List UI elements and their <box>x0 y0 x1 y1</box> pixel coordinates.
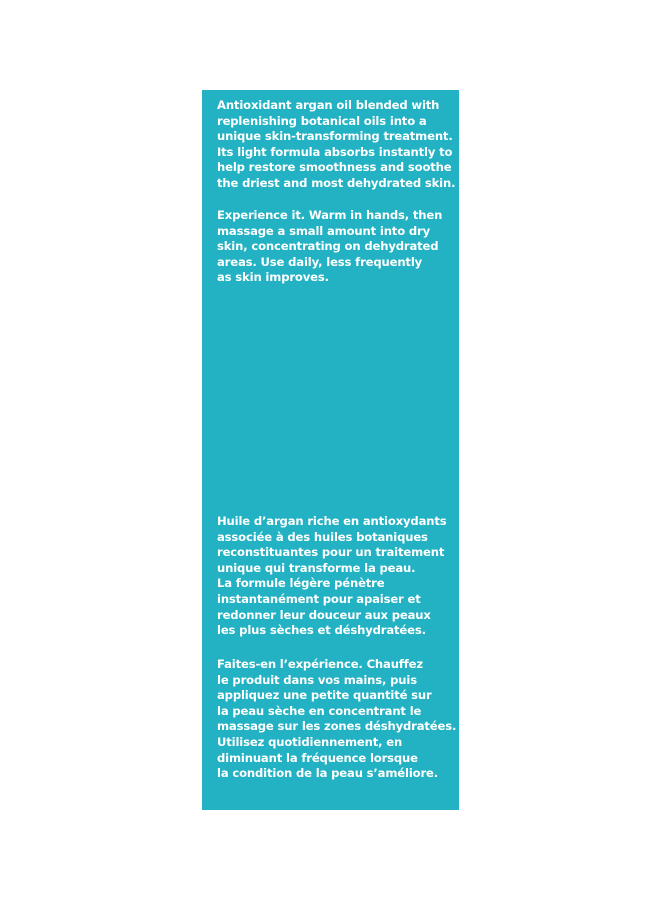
text-line: areas. Use daily, less frequently <box>217 254 423 269</box>
text-line: massage a small amount into dry <box>217 223 431 238</box>
product-packaging-panel <box>202 90 459 810</box>
text-line: Utilisez quotidiennement, en <box>217 734 403 749</box>
text-line: associée à des huiles botaniques <box>217 529 428 544</box>
text-line: unique qui transforme la peau. <box>217 560 416 575</box>
text-line: Antioxidant argan oil blended with <box>217 98 440 112</box>
text-line: reconstituantes pour un traitement <box>217 545 445 560</box>
english-directions <box>217 208 457 286</box>
text-line: appliquez une petite quantité sur <box>217 688 432 703</box>
text-line: replenishing botanical oils into a <box>217 113 427 128</box>
text-line: les plus sèches et déshydratées. <box>217 623 426 638</box>
french-directions <box>217 657 457 782</box>
text-line: unique skin-transforming treatment. <box>217 129 453 144</box>
text-line: la condition de la peau s’améliore. <box>217 766 438 781</box>
text-line: instantanément pour apaiser et <box>217 591 421 606</box>
text-line: la peau sèche en concentrant le <box>217 703 422 718</box>
text-line: skin, concentrating on dehydrated <box>217 239 439 254</box>
text-line: La formule légère pénètre <box>217 576 385 591</box>
text-line: Huile d’argan riche en antioxydants <box>217 514 447 528</box>
text-line: the driest and most dehydrated skin. <box>217 175 456 190</box>
french-description <box>217 514 457 639</box>
text-line: as skin improves. <box>217 270 329 285</box>
text-line: Its light formula absorbs instantly to <box>217 144 453 159</box>
text-line: massage sur les zones déshydratées. <box>217 719 457 734</box>
text-line: le produit dans vos mains, puis <box>217 672 417 687</box>
text-line: Faites-en l’expérience. Chauffez <box>217 657 423 671</box>
english-description <box>217 98 457 192</box>
text-line: help restore smoothness and soothe <box>217 160 452 175</box>
text-line: redonner leur douceur aux peaux <box>217 607 431 622</box>
text-line: diminuant la fréquence lorsque <box>217 750 418 765</box>
text-line: Experience it. Warm in hands, then <box>217 208 443 222</box>
